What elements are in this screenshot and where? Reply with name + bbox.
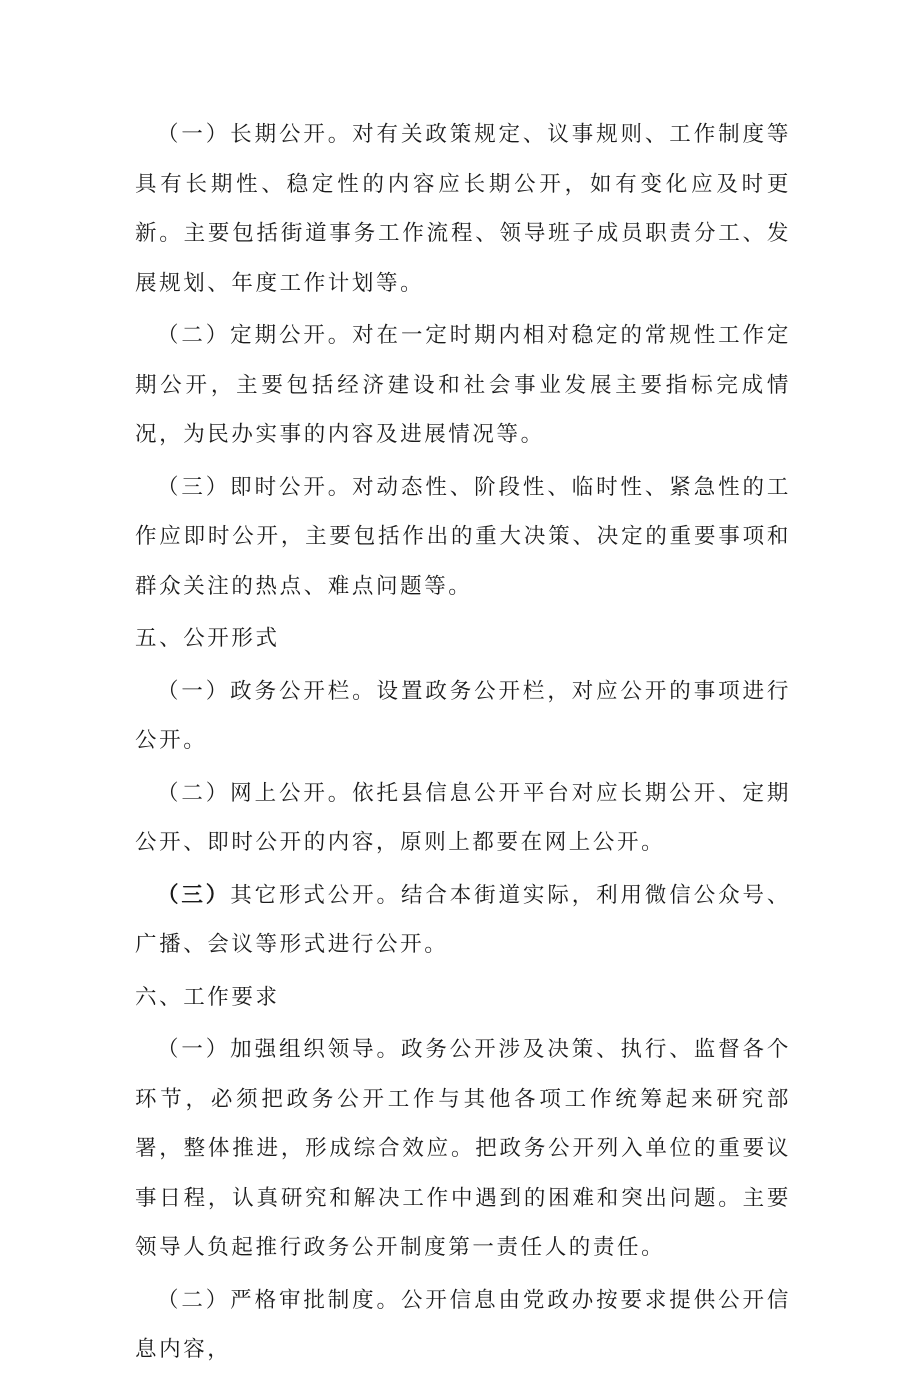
paragraph-lead-number: （三）: [157, 882, 231, 908]
paragraph-text: （一）长期公开。对有关政策规定、议事规则、工作制度等具有长期性、稳定性的内容应长期公开，如有变化应及时更新。主要包括街道事务工作流程、领导班子成员职责分工、发展规划、年度工作计划等。: [135, 122, 791, 296]
heading-text: 五、公开形式: [135, 626, 280, 651]
paragraph-approval-system: [135, 1276, 791, 1375]
paragraph-text: （二）严格审批制度。公开信息由党政办按要求提供公开信息内容，: [135, 1287, 791, 1362]
paragraph-text: （一）政务公开栏。设置政务公开栏，对应公开的事项进行公开。: [135, 678, 791, 753]
paragraph-notice-board: [135, 667, 791, 766]
paragraph-long-term-disclosure: [135, 110, 791, 308]
paragraph-periodic-disclosure: [135, 311, 791, 460]
paragraph-text: （二）定期公开。对在一定时期内相对稳定的常规性工作定期公开，主要包括经济建设和社会事业发展主要指标完成情况，为民办实事的内容及进展情况等。: [135, 323, 791, 447]
document-body: [135, 110, 791, 1378]
paragraph-other-forms: [135, 871, 791, 970]
paragraph-text: （三）即时公开。对动态性、阶段性、临时性、紧急性的工作应即时公开，主要包括作出的重大决策、决定的重要事项和群众关注的热点、难点问题等。: [135, 474, 791, 599]
section-heading-work-requirements: [135, 973, 791, 1023]
paragraph-text: （一）加强组织领导。政务公开涉及决策、执行、监督各个环节，必须把政务公开工作与其他各项工作统筹起来研究部署，整体推进，形成综合效应。把政务公开列入单位的重要议事日程，认真研究和解决工作中遇到的困难和突出问题。主要领导人负起推行政务公开制度第一责任人的责任。: [135, 1037, 791, 1260]
paragraph-immediate-disclosure: [135, 463, 791, 612]
paragraph-text: 其它形式公开。结合本街道实际，利用微信公众号、广播、会议等形式进行公开。: [135, 882, 791, 957]
heading-text: 六、工作要求: [135, 984, 280, 1010]
paragraph-online-disclosure: [135, 769, 791, 868]
section-heading-disclosure-forms: [135, 614, 791, 664]
paragraph-organizational-leadership: [135, 1025, 791, 1273]
paragraph-text: （二）网上公开。依托县信息公开平台对应长期公开、定期公开、即时公开的内容，原则上都要在网上公开。: [135, 780, 791, 855]
